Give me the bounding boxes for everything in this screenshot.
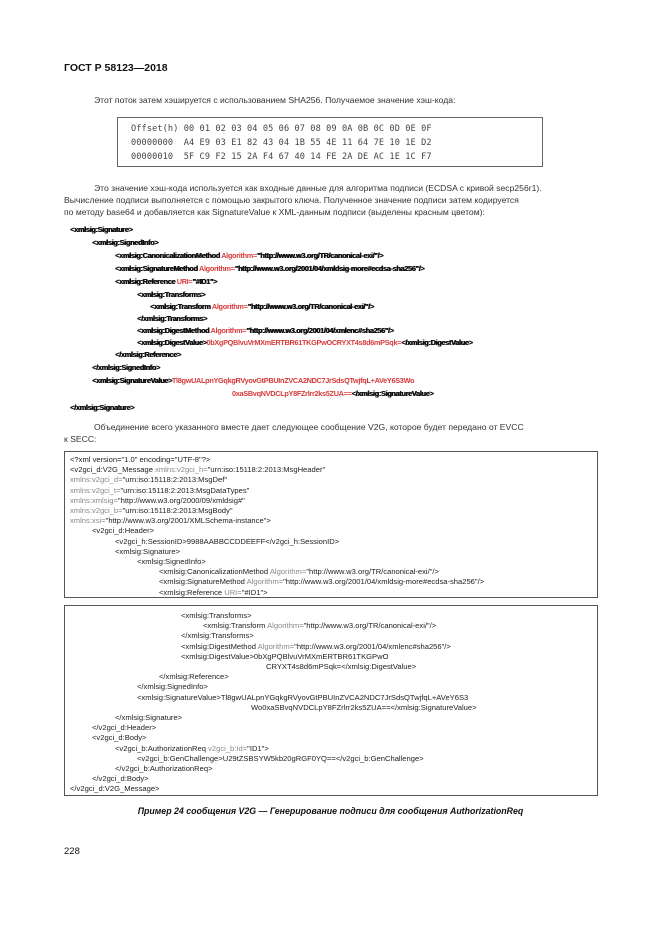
sig-value: "http://www.w3.org/TR/canonical-exi/"/> bbox=[256, 251, 384, 260]
sig-digest-value: 0bXgPQBlvuVrMXmERTBR61TKGPwOCRYXT4s8d6mPSqk= bbox=[206, 338, 402, 347]
sig-tag: </xmlsig:DigestValue> bbox=[401, 338, 473, 347]
xml-line bbox=[115, 547, 180, 556]
xml-line bbox=[70, 784, 160, 793]
xml-line bbox=[137, 754, 424, 763]
xml-text: <v2gci_d:Header> bbox=[92, 526, 155, 536]
xml-line bbox=[70, 486, 249, 495]
sig-line: </xmlsig:Reference> bbox=[115, 350, 181, 359]
xml-text: </v2gci_d:Header> bbox=[92, 723, 157, 733]
xml-attr: v2gci_b:Id= bbox=[208, 743, 248, 753]
xml-text: <xmlsig:CanonicalizationMethod bbox=[159, 567, 270, 577]
document-header: ГОСТ Р 58123—2018 bbox=[64, 62, 168, 74]
sig-signature-value: 0xaSBvqNVDCLpY8FZrlrr2ks5ZUA== bbox=[232, 389, 352, 398]
xml-text: </v2gci_d:Body> bbox=[92, 774, 149, 784]
xml-attr-value: "ID1"> bbox=[247, 743, 269, 753]
xml-text: <v2gci_h:SessionID>9988AABBCCDDEEFF</v2gci_h:SessionID> bbox=[115, 536, 340, 546]
xml-line bbox=[70, 475, 227, 484]
xml-line bbox=[115, 744, 269, 753]
xml-line bbox=[137, 682, 208, 691]
xml-listing-box-2 bbox=[64, 605, 598, 796]
xml-attr-value: "http://www.w3.org/TR/canonical-exi/"/> bbox=[306, 567, 439, 577]
xml-line bbox=[70, 516, 271, 525]
xml-text: <?xml version="1.0" encoding="UTF-8"?> bbox=[70, 455, 211, 464]
sig-line: </xmlsig:Transforms> bbox=[137, 314, 207, 323]
xml-attr: xmlns:xsi= bbox=[70, 516, 106, 526]
xml-attr-value: "http://www.w3.org/2001/XMLSchema-instance"> bbox=[105, 516, 271, 526]
sig-attr: Algorithm= bbox=[198, 264, 235, 273]
xml-attr-value: "http://www.w3.org/2000/09/xmldsig#" bbox=[117, 495, 245, 505]
sig-signature-value: Tl8gwUALpnYGqkgRVyovGtPBUInZVCA2NDC7JrSdsQTwjfqL+AVeY6S3Wo bbox=[171, 376, 415, 385]
xml-text: </xmlsig:Transforms> bbox=[181, 631, 254, 641]
hex-header-row: Offset(h) 00 01 02 03 04 05 06 07 08 09 0A 0B 0C 0D 0E 0F bbox=[131, 124, 432, 134]
paragraph-line: к SECC: bbox=[64, 434, 97, 444]
figure-caption: Пример 24 сообщения V2G — Генерирование подписи для сообщения AuthorizationReq bbox=[137, 806, 524, 816]
xml-text: <v2gci_b:AuthorizationReq bbox=[115, 743, 209, 753]
sig-attr: Algorithm= bbox=[221, 251, 257, 260]
xml-line bbox=[181, 642, 451, 651]
xml-line bbox=[115, 764, 213, 773]
sig-line: <xmlsig:SignedInfo> bbox=[92, 238, 159, 247]
sig-value: "http://www.w3.org/2001/04/xmldsig-more#ecdsa-sha256"/> bbox=[234, 264, 425, 273]
xml-line bbox=[251, 703, 477, 712]
xml-attr-value: "http://www.w3.org/TR/canonical-exi/"/> bbox=[303, 621, 437, 631]
sig-value: "http://www.w3.org/TR/canonical-exi/"/> bbox=[247, 302, 374, 311]
xml-attr-value: "urn:iso:15118:2:2013:MsgHeader" bbox=[207, 465, 326, 475]
xml-text: <xmlsig:Signature> bbox=[115, 546, 181, 556]
sig-attr: Algorithm= bbox=[211, 302, 248, 311]
xml-line bbox=[159, 577, 484, 586]
sig-value: "#ID1"> bbox=[192, 277, 217, 286]
xml-line bbox=[181, 631, 254, 640]
sig-tag: <xmlsig:DigestValue> bbox=[137, 338, 207, 347]
xml-line bbox=[181, 611, 252, 620]
sig-line: </xmlsig:Signature> bbox=[70, 403, 135, 412]
sig-tag: <xmlsig:DigestMethod bbox=[137, 326, 211, 335]
xml-line bbox=[159, 672, 229, 681]
sig-tag: <xmlsig:SignatureMethod bbox=[115, 264, 199, 273]
xml-text: </xmlsig:SignedInfo> bbox=[137, 682, 208, 692]
sig-line: <xmlsig:Signature> bbox=[70, 225, 133, 234]
xml-line bbox=[181, 652, 389, 661]
xml-line bbox=[70, 455, 210, 464]
xml-text: <xmlsig:SignatureValue>Tl8gwUALpnYGqkgRVyovGtPBUInZVCA2NDC7JrSdsQTwjfqL+AVeY6S3 bbox=[137, 692, 469, 702]
xml-text: <v2gci_b:GenChallenge>U29tZSBSYW5kb20gRGF0YQ==</v2gci_b:GenChallenge> bbox=[137, 753, 424, 763]
xml-line bbox=[115, 537, 339, 546]
xml-text: Wo0xaSBvqNVDCLpY8FZrlrr2ks5ZUA==</xmlsig:SignatureValue> bbox=[251, 702, 477, 712]
sig-tag: </xmlsig:SignatureValue> bbox=[351, 389, 434, 398]
xml-attr-value: "urn:iso:15118:2:2013:MsgBody" bbox=[122, 506, 233, 515]
xml-line bbox=[70, 496, 245, 505]
sig-value: "http://www.w3.org/2001/04/xmlenc#sha256"/> bbox=[246, 326, 394, 335]
sig-tag: <xmlsig:CanonicalizationMethod bbox=[115, 251, 222, 260]
paragraph-line: по методу base64 и добавляется как SignatureValue к XML-данным подписи (выделены красным цветом): bbox=[64, 207, 485, 217]
xml-attr-value: "urn:iso:15118:2:2013:MsgDataTypes" bbox=[120, 485, 250, 495]
paragraph-line: Объединение всего указанного вместе дает следующее сообщение V2G, которое будет передано от EVCC bbox=[94, 422, 524, 432]
xml-attr: Algorithm= bbox=[267, 621, 304, 631]
xml-attr: Algorithm= bbox=[246, 577, 284, 587]
xml-text: CRYXT4s8d6mPSqk=</xmlsig:DigestValue> bbox=[266, 662, 417, 671]
hex-row: 00000000 A4 E9 03 E1 82 43 04 1B 55 4E 11 64 7E 10 1E D2 bbox=[131, 138, 432, 148]
xml-attr-value: "http://www.w3.org/2001/04/xmldsig-more#ecdsa-sha256"/> bbox=[283, 577, 485, 587]
sig-tag: <xmlsig:Reference bbox=[115, 277, 177, 286]
xml-attr: xmlns:xmlsig= bbox=[70, 495, 118, 505]
sig-line: </xmlsig:SignedInfo> bbox=[92, 363, 160, 372]
xml-line bbox=[70, 506, 233, 515]
xml-text: <xmlsig:SignatureMethod bbox=[159, 577, 247, 587]
xml-listing-box-1 bbox=[64, 451, 598, 598]
sig-attr: Algorithm= bbox=[210, 326, 247, 335]
xml-text: </v2gci_b:AuthorizationReq> bbox=[115, 764, 213, 773]
sig-tag: <xmlsig:Transform bbox=[150, 302, 212, 311]
xml-attr-value: "http://www.w3.org/2001/04/xmlenc#sha256"/> bbox=[294, 641, 451, 651]
xml-attr: xmlns:v2gci_h= bbox=[155, 465, 208, 475]
xml-line bbox=[92, 723, 156, 732]
xml-line bbox=[92, 526, 154, 535]
xml-line bbox=[92, 774, 149, 783]
xml-attr: Algorithm= bbox=[257, 641, 295, 651]
xml-text: </v2gci_d:V2G_Message> bbox=[70, 784, 160, 794]
xml-line bbox=[115, 713, 182, 722]
xml-attr: xmlns:v2gci_b= bbox=[70, 506, 123, 515]
xml-text: <v2gci_d:V2G_Message bbox=[70, 465, 156, 475]
xml-attr-value: "urn:iso:15118:2:2013:MsgDef" bbox=[122, 475, 228, 485]
xml-attr-value: "#ID1"> bbox=[241, 587, 268, 597]
xml-line bbox=[203, 621, 436, 630]
xml-text: </xmlsig:Signature> bbox=[115, 713, 183, 722]
xml-attr: xmlns:v2gci_d= bbox=[70, 475, 123, 485]
xml-line bbox=[137, 557, 206, 566]
intro-paragraph: Этот поток затем хэшируется с использованием SHA256. Получаемое значение хэш-кода: bbox=[94, 95, 456, 105]
xml-line bbox=[266, 662, 416, 671]
xml-line bbox=[137, 693, 468, 702]
paragraph-line: Это значение хэш-кода используется как входные данные для алгоритма подписи (ECDSA с кривой secp256r1). bbox=[94, 183, 542, 193]
sig-line: <xmlsig:Transforms> bbox=[137, 290, 206, 299]
xml-attr: URI= bbox=[224, 587, 242, 597]
xml-text: <xmlsig:Transform bbox=[203, 621, 268, 631]
xml-text: <xmlsig:DigestMethod bbox=[181, 641, 258, 651]
sig-attr: URI= bbox=[176, 277, 193, 286]
xml-text: <xmlsig:Reference bbox=[159, 587, 225, 597]
xml-line bbox=[159, 567, 439, 576]
hex-dump-table bbox=[117, 117, 543, 167]
hex-row: 00000010 5F C9 F2 15 2A F4 67 40 14 FE 2A DE AC 1E 1C F7 bbox=[131, 152, 432, 162]
xml-text: <xmlsig:DigestValue>0bXgPQBlvuVrMXmERTBR61TKGPwO bbox=[181, 651, 389, 661]
paragraph-line: Вычисление подписи выполняется с помощью закрытого ключа. Полученное значение подписи затем кодируется bbox=[64, 195, 519, 205]
xml-text: <v2gci_d:Body> bbox=[92, 733, 147, 743]
xml-text: <xmlsig:SignedInfo> bbox=[137, 557, 206, 566]
page-number: 228 bbox=[64, 846, 80, 857]
xml-text: <xmlsig:Transforms> bbox=[181, 611, 252, 620]
sig-tag: <xmlsig:SignatureValue> bbox=[92, 376, 172, 385]
xml-line bbox=[70, 465, 325, 474]
xml-text: </xmlsig:Reference> bbox=[159, 672, 229, 682]
xml-attr: Algorithm= bbox=[269, 567, 307, 577]
xml-line bbox=[92, 733, 146, 742]
xml-line bbox=[159, 588, 268, 597]
xml-attr: xmlns:v2gci_t= bbox=[70, 485, 121, 495]
